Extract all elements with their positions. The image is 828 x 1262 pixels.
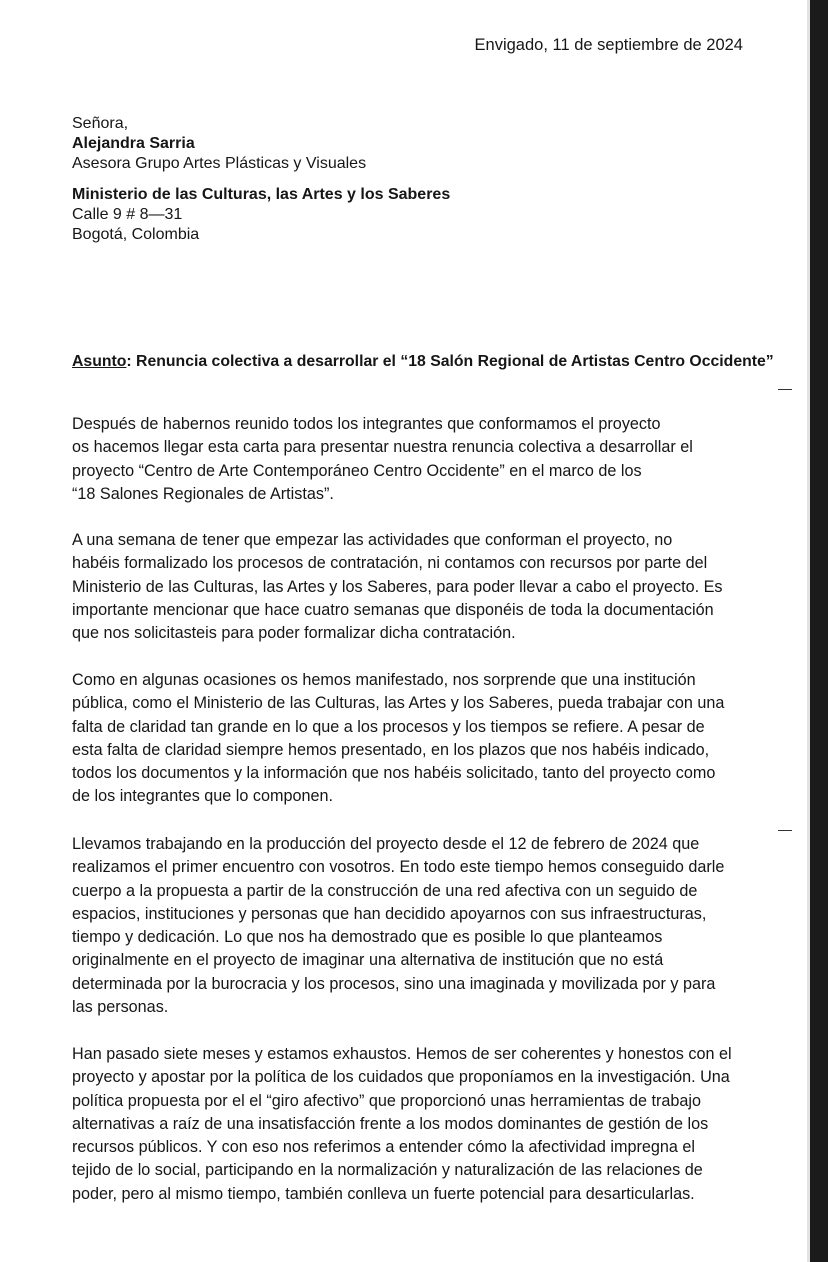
- paragraph-line: proyecto “Centro de Arte Contemporáneo Centro Occidente” en el marco de los: [72, 461, 642, 480]
- paragraph-line: poder, pero al mismo tiempo, también conlleva un fuerte potencial para desarticularlas.: [72, 1184, 695, 1203]
- institution-block: [72, 185, 450, 245]
- paragraph-3: [72, 669, 772, 809]
- letter-date: Envigado, 11 de septiembre de 2024: [474, 36, 743, 54]
- page-edge: [810, 0, 828, 1262]
- margin-fold-mark: [778, 389, 792, 390]
- subject-text: : Renuncia colectiva a desarrollar el “18 Salón Regional de Artistas Centro Occidente”: [126, 353, 774, 370]
- institution-city: Bogotá, Colombia: [72, 226, 200, 243]
- paragraph-line: os hacemos llegar esta carta para presentar nuestra renuncia colectiva a desarrollar el: [72, 438, 693, 457]
- salutation: Señora,: [72, 115, 129, 132]
- paragraph-line: proyecto y apostar por la política de los cuidados que proponíamos en la investigación. Una: [72, 1068, 730, 1087]
- paragraph-line: todos los documentos y la información que nos habéis solicitado, tanto del proyecto como: [72, 764, 716, 783]
- paragraph-line: “18 Salones Regionales de Artistas”.: [72, 484, 334, 503]
- paragraph-line: pública, como el Ministerio de las Culturas, las Artes y los Saberes, pueda trabajar con una: [72, 694, 725, 713]
- paragraph-line: falta de claridad tan grande en lo que a los procesos y los tiempos se refiere. A pesar de: [72, 717, 705, 736]
- paragraph-line: de los integrantes que lo componen.: [72, 787, 333, 806]
- paragraph-2: [72, 529, 772, 645]
- paragraph-line: habéis formalizado los procesos de contratación, ni contamos con recursos por parte del: [72, 554, 708, 573]
- paragraph-line: tejido de lo social, participando en la normalización y naturalización de las relaciones de: [72, 1161, 703, 1180]
- recipient-block: [72, 114, 366, 174]
- paragraph-line: recursos públicos. Y con eso nos referimos a entender cómo la afectividad impregna el: [72, 1138, 695, 1157]
- institution-address: Calle 9 # 8—31: [72, 206, 183, 223]
- paragraph-line: A una semana de tener que empezar las actividades que conforman el proyecto, no: [72, 531, 673, 549]
- paragraph-line: importante mencionar que hace cuatro semanas que disponéis de toda la documentación: [72, 600, 714, 619]
- paragraph-line: cuerpo a la propuesta a partir de la construcción de una red afectiva con un seguido de: [72, 881, 698, 900]
- recipient-name: Alejandra Sarria: [72, 135, 195, 152]
- paragraph-line: las personas.: [72, 998, 169, 1017]
- margin-fold-mark: [778, 830, 792, 831]
- paragraph-line: alternativas a raíz de una insatisfacción frente a los modos dominantes de gestión de los: [72, 1114, 709, 1133]
- subject-line: [72, 353, 774, 371]
- paragraph-line: realizamos el primer encuentro con vosotros. En todo este tiempo hemos conseguido darle: [72, 858, 725, 877]
- paragraph-line: Han pasado siete meses y estamos exhaustos. Hemos de ser coherentes y honestos con el: [72, 1045, 732, 1063]
- paragraph-line: Después de habernos reunido todos los integrantes que conformamos el proyecto: [72, 415, 661, 433]
- paragraph-line: esta falta de claridad siempre hemos presentado, en los plazos que nos habéis indicado,: [72, 740, 710, 759]
- paragraph-line: Como en algunas ocasiones os hemos manifestado, nos sorprende que una institución: [72, 671, 696, 689]
- paragraph-line: Ministerio de las Culturas, las Artes y los Saberes, para poder llevar a cabo el proyecto. Es: [72, 577, 723, 596]
- paragraph-line: Llevamos trabajando en la producción del proyecto desde el 12 de febrero de 2024 que: [72, 835, 700, 853]
- paragraph-4: [72, 833, 772, 1019]
- paragraph-line: originalmente en el proyecto de imaginar una alternativa de institución que no está: [72, 951, 664, 970]
- subject-label: Asunto: [72, 353, 127, 370]
- paragraph-line: determinada por la burocracia y los procesos, sino una imaginada y movilizada por y para: [72, 974, 716, 993]
- paragraph-5: [72, 1043, 772, 1206]
- paragraph-line: tiempo y dedicación. Lo que nos ha demostrado que es posible lo que planteamos: [72, 928, 663, 947]
- recipient-role: Asesora Grupo Artes Plásticas y Visuales: [72, 155, 367, 172]
- paragraph-1: [72, 413, 772, 506]
- paragraph-line: que nos solicitasteis para poder formalizar dicha contratación.: [72, 624, 516, 643]
- institution-name: Ministerio de las Culturas, las Artes y los Saberes: [72, 186, 451, 203]
- paragraph-line: política propuesta por el el “giro afectivo” que proporcionó unas herramientas de trabajo: [72, 1091, 701, 1110]
- paragraph-line: espacios, instituciones y personas que han decidido apoyarnos con sus infraestructuras,: [72, 904, 707, 923]
